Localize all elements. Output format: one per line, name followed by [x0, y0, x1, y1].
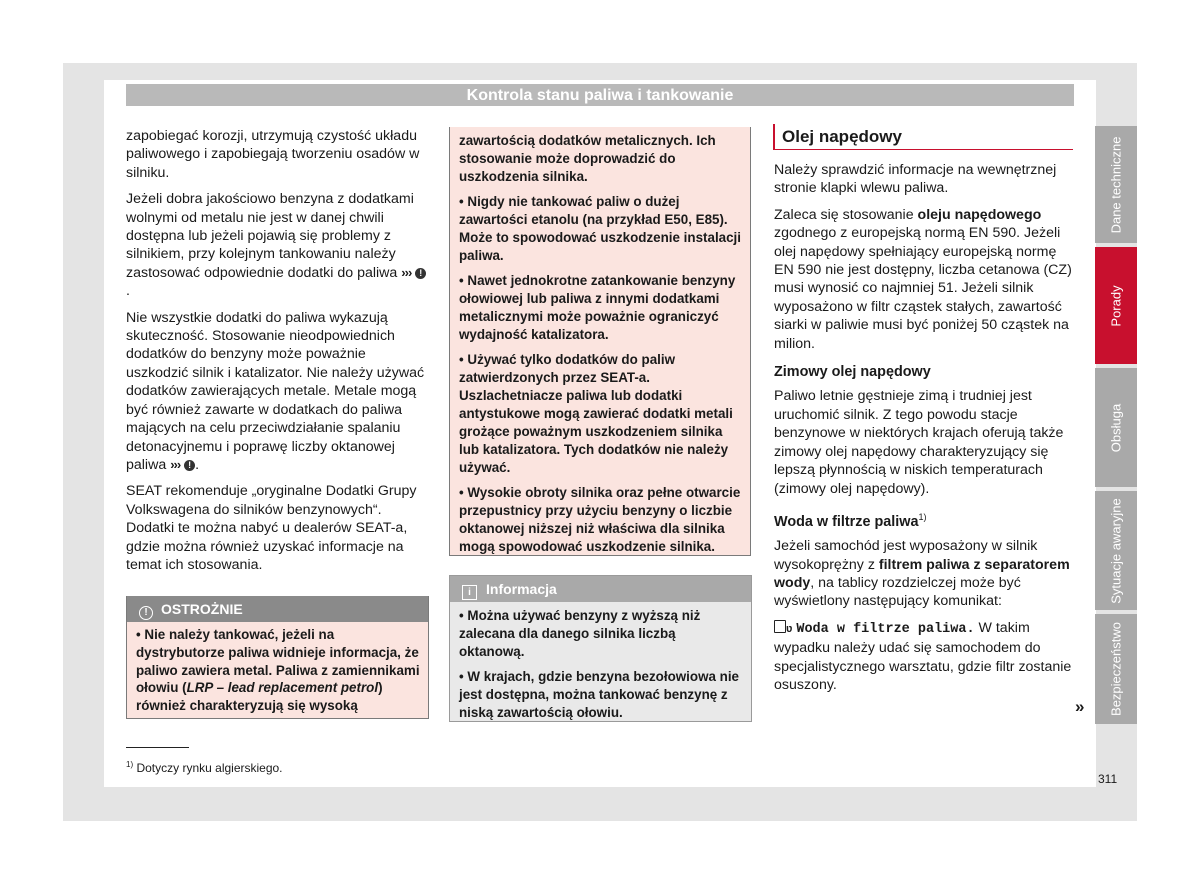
- caution-title: OSTROŻNIE: [161, 601, 243, 617]
- caution-bullet: • Nawet jednokrotne zatankowanie benzyny ołowiowej lub paliwa z innymi dodatkami metalicznymi może poważnie ograniczyć wydajność katalizatora.: [459, 273, 736, 342]
- display-message: Woda w filtrze paliwa.: [796, 621, 975, 637]
- paragraph: Paliwo letnie gęstnieje zimą i trudniej jest uruchomić silnik. Z tego powodu stacje benzynowe w niektórych krajach oferują także zimowy olej napędowy charakteryzujący się lepszą płynnością w niskich temperaturach (zimowy olej napędowy).: [774, 388, 1064, 497]
- paragraph: zapobiegać korozji, utrzymują czystość układu paliwowego i zapobiegają tworzeniu osadów w silniku.: [126, 128, 420, 181]
- subheading: Woda w filtrze paliwa$^{1)}$: [774, 511, 927, 530]
- side-tab-sytuacje-awaryjne[interactable]: Sytuacje awaryjne: [1095, 491, 1137, 610]
- paragraph: SEAT rekomenduje „oryginalne Dodatki Grupy Volkswagena do silników benzynowych“. Dodatki te można nabyć u dealerów SEAT-a, gdzie można również uzyskać informacje na temat ich stosowania.: [126, 483, 417, 573]
- paragraph: Jeżeli samochód jest wyposażony w silnik wysokoprężny z filtrem paliwa z separatorem wody, na tablicy rozdzielczej może być wyświetlony następujący komunikat:: [774, 538, 1070, 610]
- caution-box: [126, 596, 429, 719]
- page-title: Kontrola stanu paliwa i tankowanie: [126, 84, 1074, 106]
- caution-bullet: • Nigdy nie tankować paliw o dużej zawartości etanolu (na przykład E50, E85). Może to spowodować uszkodzenie instalacji paliwa.: [459, 194, 741, 263]
- cross-reference-arrows[interactable]: ›››: [401, 264, 412, 280]
- footnote-divider: [126, 747, 189, 748]
- info-bullet: • Można używać benzyny z wyższą niż zalecana dla danego silnika liczbą oktanową.: [459, 608, 701, 659]
- page-number: 311: [1098, 772, 1118, 786]
- caution-header: [127, 596, 428, 622]
- info-bullet: • W krajach, gdzie benzyna bezołowiowa nie jest dostępna, można tankować benzynę z niską zawartością ołowiu.: [459, 669, 739, 720]
- water-drop-icon: ʋ: [786, 622, 793, 635]
- info-icon: i: [462, 585, 477, 600]
- paragraph: Zaleca się stosowanie oleju napędowego zgodnego z europejską normą EN 590. Jeżeli olej napędowy spełniający europejską normę EN 590 nie jest dostępny, liczba cetanowa (CZ) musi wynosić co najmniej 51. Jeżeli silnik wyposażono w filtr cząstek stałych, zawartość siarki w paliwie musi być poniżej 50 cząstek na milion.: [774, 206, 1072, 352]
- side-tab-obsluga[interactable]: Obsługa: [1095, 368, 1137, 487]
- cross-reference-arrows[interactable]: ›››: [170, 456, 181, 472]
- column-right: [774, 161, 1074, 702]
- info-header: [450, 576, 751, 602]
- subheading: Zimowy olej napędowy: [774, 364, 931, 381]
- side-tab-dane-techniczne[interactable]: Dane techniczne: [1095, 126, 1137, 243]
- info-title: Informacja: [486, 581, 557, 597]
- footnote: $^{1)}$ Dotyczy rynku algierskiego.: [126, 760, 283, 775]
- warning-icon: !: [415, 268, 426, 279]
- paragraph: Jeżeli dobra jakościowo benzyna z dodatkami wolnymi od metalu nie jest w danej chwili dostępna lub jeżeli pojawią się problemy z silnikiem, przy kolejnym tankowaniu należy zastosować odpowiednie dodatki do paliwa ››› !.: [126, 190, 428, 300]
- caution-box-continued: [449, 127, 751, 556]
- caution-text: • Nie należy tankować, jeżeli na dystrybutorze paliwa widnieje informacja, że paliwo zawiera metal. Paliwa z zamiennikami ołowiu (LRP – lead replacement petrol) również charakteryzują się wysoką: [136, 627, 420, 714]
- side-tab-porady[interactable]: Porady: [1095, 247, 1137, 364]
- continue-icon: »: [1075, 697, 1085, 716]
- caution-icon: !: [139, 606, 153, 620]
- paragraph: Nie wszystkie dodatki do paliwa wykazują skuteczność. Stosowanie nieodpowiednich dodatków do benzyny może poważnie uszkodzić silnik i katalizator. Nie należy używać dodatków zawierających metale. Metale mogą być również zawarte w dodatkach do paliwa mających na celu przeciwdziałanie spalaniu detonacyjnemu i poprawę liczby oktanowej paliwa ››› ! .: [126, 309, 425, 473]
- caution-bullet: • Używać tylko dodatków do paliw zatwierdzonych przez SEAT-a. Uszlachetniacze paliwa lub dodatki antystukowe mogą zawierać dodatki metali grożące poważnym uszkodzeniem silnika lub katalizatora. Tych dodatków nie należy używać.: [459, 352, 733, 475]
- paragraph: ʋ Woda w filtrze paliwa. W takim wypadku należy udać się samochodem do specjalistycznego warsztatu, gdzie filtr zostanie osuszony.: [774, 619, 1072, 693]
- paragraph: Należy sprawdzić informacje na wewnętrznej stronie klapki wlewu paliwa.: [774, 162, 1057, 197]
- caution-paragraph: zawartością dodatków metalicznych. Ich stosowanie może doprowadzić do uszkodzenia silnika.: [459, 133, 716, 184]
- side-tab-bezpieczenstwo[interactable]: Bezpieczeństwo: [1095, 614, 1137, 724]
- caution-bullet: • Wysokie obroty silnika oraz pełne otwarcie przepustnicy przy użyciu benzyny o liczbie oktanowej niższej niż właściwa dla silnika mogą spowodować uszkodzenie silnika.: [459, 485, 741, 554]
- info-box: [449, 575, 752, 722]
- warning-icon: !: [184, 460, 195, 471]
- fuel-water-icon: [774, 620, 786, 633]
- column-left: [126, 127, 428, 582]
- section-heading: Olej napędowy: [773, 124, 1073, 150]
